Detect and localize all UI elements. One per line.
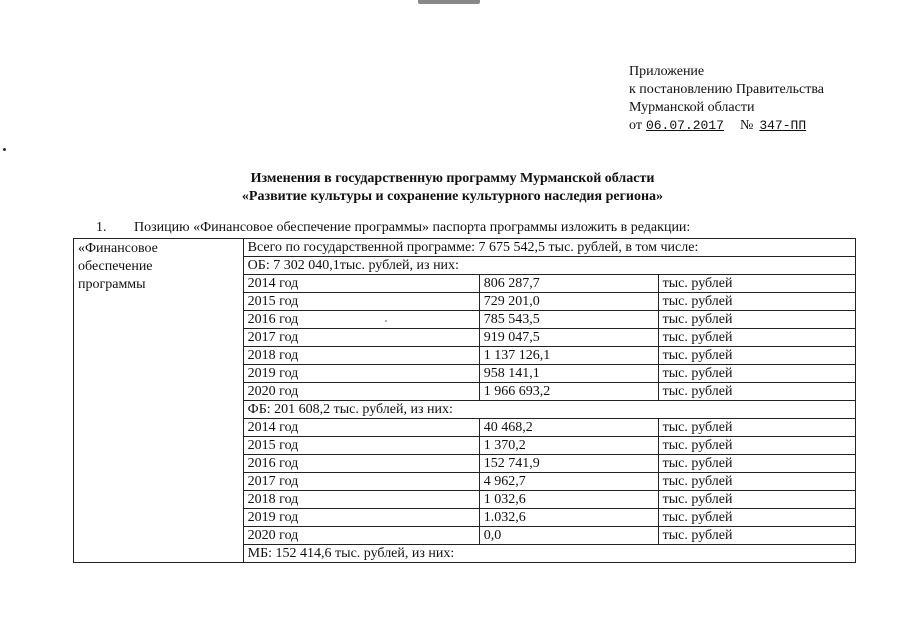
document-title [0,170,905,206]
value-cell: 0,0 [479,527,658,545]
unit-cell: тыс. рублей [658,437,855,455]
year-cell: 2017 год [243,473,479,491]
unit-cell: тыс. рублей [658,473,855,491]
appendix-date-line [629,117,824,135]
scan-dot [3,148,6,151]
value-cell: 1 370,2 [479,437,658,455]
value-cell: 40 468,2 [479,419,658,437]
year-cell: 2014 год [243,275,479,293]
unit-cell: тыс. рублей [658,383,855,401]
appendix-line: Мурманской области [629,100,755,115]
year-cell: 2018 год [243,347,479,365]
decree-date: 06.07.2017 [645,118,724,133]
number-label: № [739,118,754,133]
value-cell: 1 137 126,1 [479,347,658,365]
item-text: Позицию «Финансовое обеспечение программы» паспорта программы изложить в редакции: [134,220,691,235]
unit-cell: тыс. рублей [658,293,855,311]
value-cell: 1 032,6 [479,491,658,509]
value-cell: 1.032,6 [479,509,658,527]
title-line: Изменения в государственную программу Мурманской области [250,171,655,186]
title-line: «Развитие культуры и сохранение культурного наследия региона» [241,189,664,204]
unit-cell: тыс. рублей [658,491,855,509]
scan-mark [418,0,480,4]
section-header-cell: ОБ: 7 302 040,1тыс. рублей, из них: [243,257,855,275]
position-label-line: «Финансовое [78,241,158,256]
value-cell: 152 741,9 [479,455,658,473]
year-cell: 2020 год [243,383,479,401]
unit-cell: тыс. рублей [658,275,855,293]
position-label-line: обеспечение [78,259,153,274]
appendix-line: к постановлению Правительства [629,82,825,97]
unit-cell: тыс. рублей [658,347,855,365]
unit-cell: тыс. рублей [658,455,855,473]
year-cell: 2018 год [243,491,479,509]
value-cell: 958 141,1 [479,365,658,383]
year-cell: 2014 год [243,419,479,437]
position-label-cell [74,239,244,563]
section-header-cell: МБ: 152 414,6 тыс. рублей, из них: [243,545,855,563]
value-cell: 785 543,5 [479,311,658,329]
item-paragraph [96,220,690,236]
appendix-block [629,63,824,135]
unit-cell: тыс. рублей [658,365,855,383]
value-cell: 4 962,7 [479,473,658,491]
value-cell: 919 047,5 [479,329,658,347]
value-cell: 806 287,7 [479,275,658,293]
year-cell: 2015 год [243,437,479,455]
section-header-cell: ФБ: 201 608,2 тыс. рублей, из них: [243,401,855,419]
appendix-line: Приложение [629,64,705,79]
value-cell: 729 201,0 [479,293,658,311]
item-number: 1. [96,220,107,235]
year-cell: 2016 год [243,455,479,473]
position-label-line: программы [78,277,146,292]
unit-cell: тыс. рублей [658,419,855,437]
year-cell: 2016 год [243,311,479,329]
total-cell: Всего по государственной программе: 7 675 542,5 тыс. рублей, в том числе: [243,239,855,257]
unit-cell: тыс. рублей [658,311,855,329]
table-row [74,239,856,257]
value-cell: 1 966 693,2 [479,383,658,401]
year-cell: 2017 год [243,329,479,347]
year-cell: 2020 год [243,527,479,545]
unit-cell: тыс. рублей [658,509,855,527]
unit-cell: тыс. рублей [658,527,855,545]
decree-number: 347-ПП [759,118,807,133]
year-cell: 2019 год [243,365,479,383]
financing-table [73,238,856,563]
date-prefix: от [629,118,642,133]
year-cell: 2015 год [243,293,479,311]
unit-cell: тыс. рублей [658,329,855,347]
year-cell: 2019 год [243,509,479,527]
